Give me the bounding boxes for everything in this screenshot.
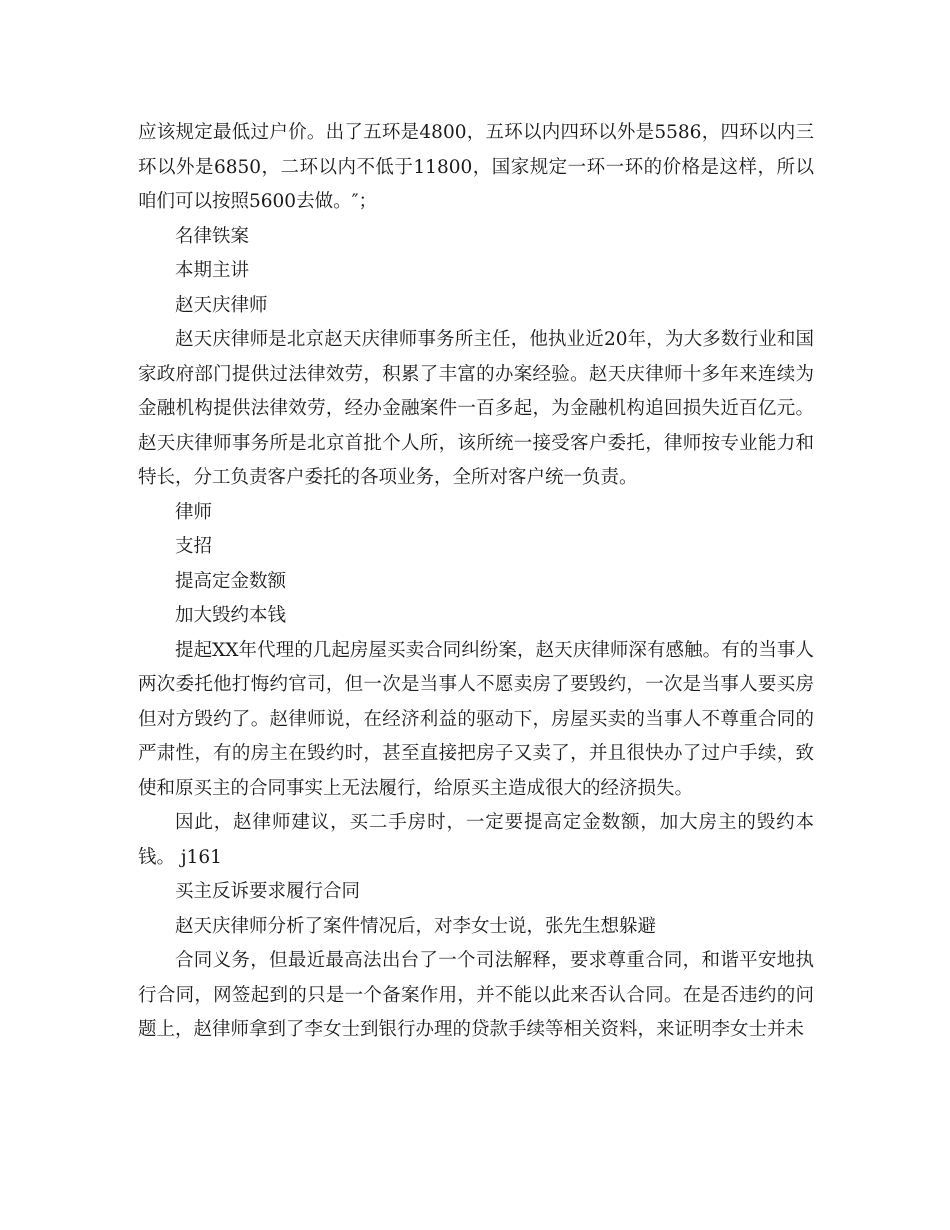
- paragraph-case-analysis: 赵天庆律师分析了案件情况后，对李女士说，张先生想躲避: [175, 915, 657, 937]
- heading-buyer-counterclaim: 买主反诉要求履行合同: [175, 881, 361, 902]
- paragraph-lawyer-bio: 赵天庆律师是北京赵天庆律师事务所主任，他执业近20年，为大多数行业和国家政府部门提供过法律效劳，积累了丰富的办案经验。赵天庆律师十多年来连续为金融机构提供法律效劳，经办金融案件一百多起，为金融机构追回损失近百亿元。赵天庆律师事务所是北京首批个人所，该所统一接受客户委托，律师按专业能力和特长，分工负责客户委托的各项业务，全所对客户统一负责。: [138, 329, 814, 488]
- heading-lawyer-name: 赵天庆律师: [175, 294, 268, 316]
- heading-this-issue-speaker: 本期主讲: [175, 260, 250, 281]
- heading-famous-case: 名律铁案: [175, 225, 250, 247]
- heading-raise-breach-cost: 加大毁约本钱: [175, 605, 287, 626]
- heading-advice: 支招: [175, 536, 213, 557]
- paragraph-contract-disputes: 提起XX年代理的几起房屋买卖合同纠纷案，赵天庆律师深有感触。有的当事人两次委托他打悔约官司，但一次是当事人不愿卖房了要毁约，一次是当事人要买房但对方毁约了。赵律师说，在经济利益的驱动下，房屋买卖的当事人不尊重合同的严肃性，有的房主在毁约时，甚至直接把房子又卖了，并且很快办了过户手续，致使和原买主的合同事实上无法履行，给原买主造成很大的经济损失。: [138, 639, 814, 799]
- paragraph-recommendation: 因此，赵律师建议，买二手房时，一定要提高定金数额，加大房主的毁约本钱。 j161: [138, 812, 814, 868]
- heading-raise-deposit: 提高定金数额: [175, 570, 287, 592]
- document-body: [138, 116, 814, 1048]
- heading-lawyer: 律师: [175, 501, 213, 523]
- paragraph-contract-obligation: 合同义务，但最近最高法出台了一个司法解释，要求尊重合同，和谐平安地执行合同，网签起到的只是一个备案作用，并不能以此来否认合同。在是否违约的问题上，赵律师拿到了李女士到银行办理的贷款手续等相关资料，来证明李女士并未: [138, 950, 814, 1040]
- paragraph-price-rules: 应该规定最低过户价。出了五环是4800，五环以内四环以外是5586，四环以内三环以外是6850，二环以内不低于11800，国家规定一环一环的价格是这样，所以咱们可以按照5600去做。″；: [138, 122, 814, 212]
